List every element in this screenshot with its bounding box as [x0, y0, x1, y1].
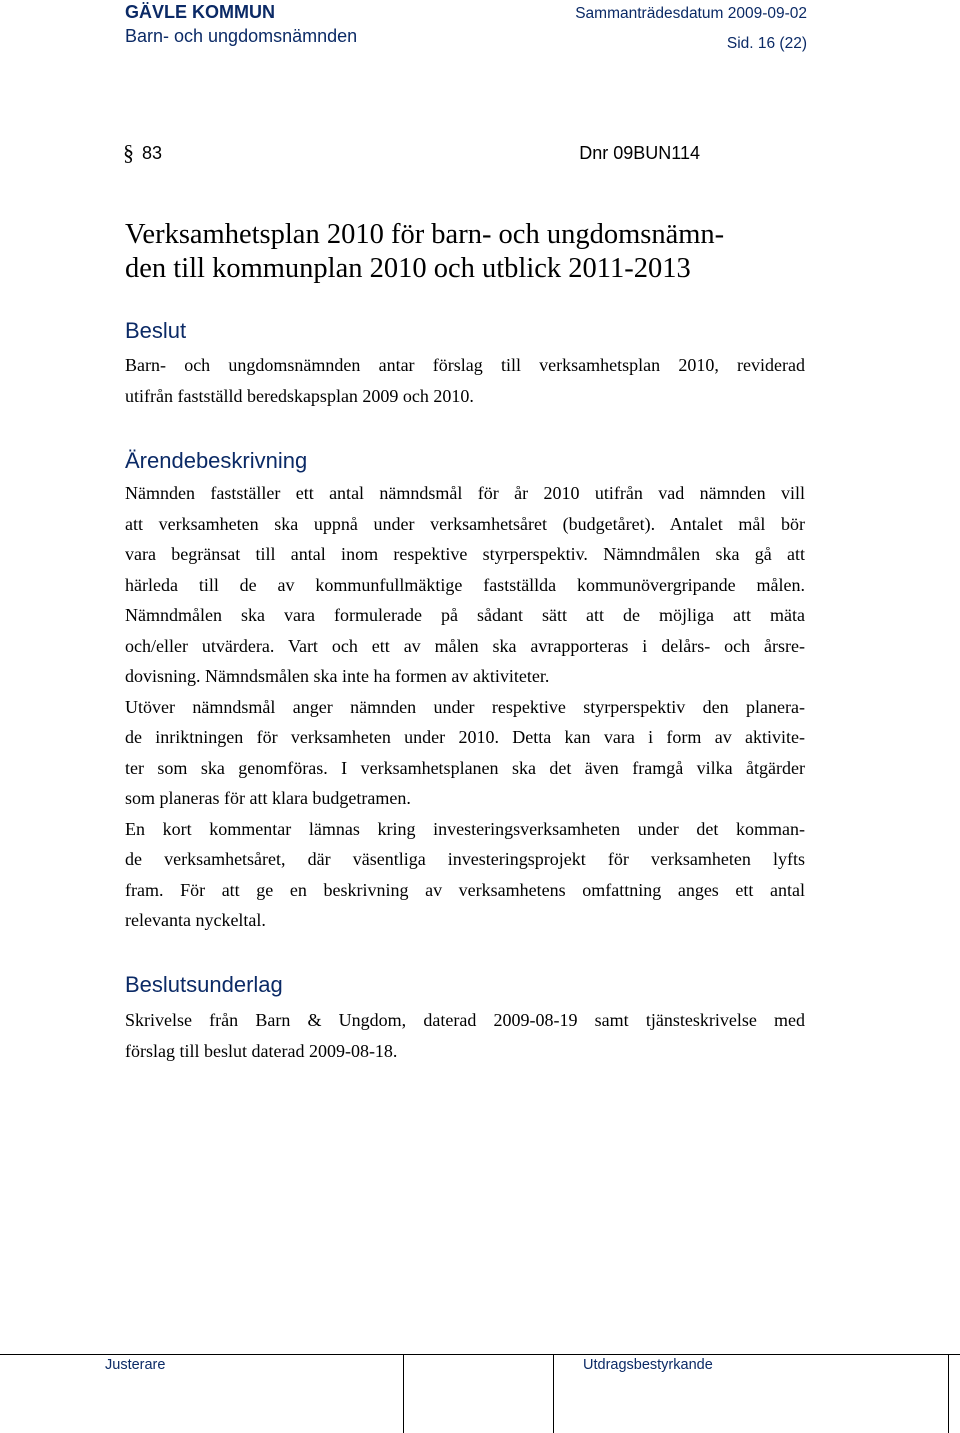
heading-beslutsunderlag: Beslutsunderlag — [125, 972, 283, 997]
heading-arendebeskrivning: Ärendebeskrivning — [125, 448, 308, 473]
text-line: de inriktningen för verksamheten under 2010. Detta kan vara i form av aktivite- — [125, 727, 805, 747]
section-sign-icon: § — [123, 140, 134, 165]
text-line: Nämnden fastställer ett antal nämndsmål för år 2010 utifrån vad nämnden vill — [125, 483, 805, 503]
text-line: dovisning. Nämndsmålen ska inte ha formen av aktiviteter. — [125, 666, 550, 686]
text-line: Skrivelse från Barn & Ungdom, daterad 2009-08-19 samt tjänsteskrivelse med — [125, 1010, 805, 1030]
text-line: att verksamheten ska uppnå under verksamhetsåret (budgetåret). Antalet mål bör — [125, 513, 805, 534]
justerare-label: Justerare — [105, 1357, 166, 1373]
text-line: och/eller utvärdera. Vart och ett av målen ska avrapporteras i delårs- och årsre- — [125, 635, 805, 656]
text-line: vara begränsat till antal inom respektive styrperspektiv. Nämndmålen ska gå att — [125, 544, 805, 564]
page-number: Sid. 16 (22) — [726, 35, 807, 52]
text-line: de verksamhetsåret, där väsentliga investeringsprojekt för verksamheten lyfts — [125, 849, 805, 869]
heading-beslut: Beslut — [125, 318, 187, 343]
text-line: fram. För att ge en beskrivning av verksamhetens omfattning anges ett antal — [125, 879, 805, 900]
text-line: Barn- och ungdomsnämnden antar förslag till verksamhetsplan 2010, reviderad — [125, 355, 805, 375]
footer-rule — [0, 1354, 960, 1355]
text-line: En kort kommentar lämnas kring investeringsverksamheten under det komman- — [125, 818, 805, 839]
text-line: utifrån fastställd beredskapsplan 2009 och 2010. — [125, 385, 474, 406]
text-line: förslag till beslut daterad 2009-08-18. — [125, 1040, 398, 1061]
paragraph-number: 83 — [142, 143, 163, 163]
footer-divider — [403, 1354, 404, 1433]
title-line: Verksamhetsplan 2010 för barn- och ungdomsnämn- — [125, 219, 725, 250]
meeting-date: Sammanträdesdatum 2009-09-02 — [575, 5, 807, 22]
organization-name: GÄVLE KOMMUN — [125, 2, 275, 22]
text-line: Utöver nämndsmål anger nämnden under respektive styrperspektiv den planera- — [125, 696, 805, 717]
text-line: relevanta nyckeltal. — [125, 910, 266, 930]
text-line: härleda till de av kommunfullmäktige fastställda kommunövergripande målen. — [125, 574, 805, 595]
committee-name: Barn- och ungdomsnämnden — [125, 26, 358, 46]
text-line: Nämndmålen ska vara formulerade på sådant sätt att de möjliga att mäta — [125, 605, 805, 625]
beslut-text — [125, 350, 805, 411]
footer-divider — [553, 1354, 554, 1433]
beslutsunderlag-text — [125, 1005, 805, 1066]
document-title — [125, 218, 815, 286]
case-number: Dnr 09BUN114 — [579, 143, 700, 163]
footer-divider — [948, 1354, 949, 1433]
title-line: den till kommunplan 2010 och utblick 2011-2013 — [125, 253, 691, 284]
text-line: ter som ska genomföras. I verksamhetsplanen ska det även framgå vilka åtgärder — [125, 757, 805, 778]
arendebeskrivning-text — [125, 478, 805, 936]
text-line: som planeras för att klara budgetramen. — [125, 788, 411, 808]
utdragsbestyrkande-label: Utdragsbestyrkande — [583, 1357, 713, 1373]
